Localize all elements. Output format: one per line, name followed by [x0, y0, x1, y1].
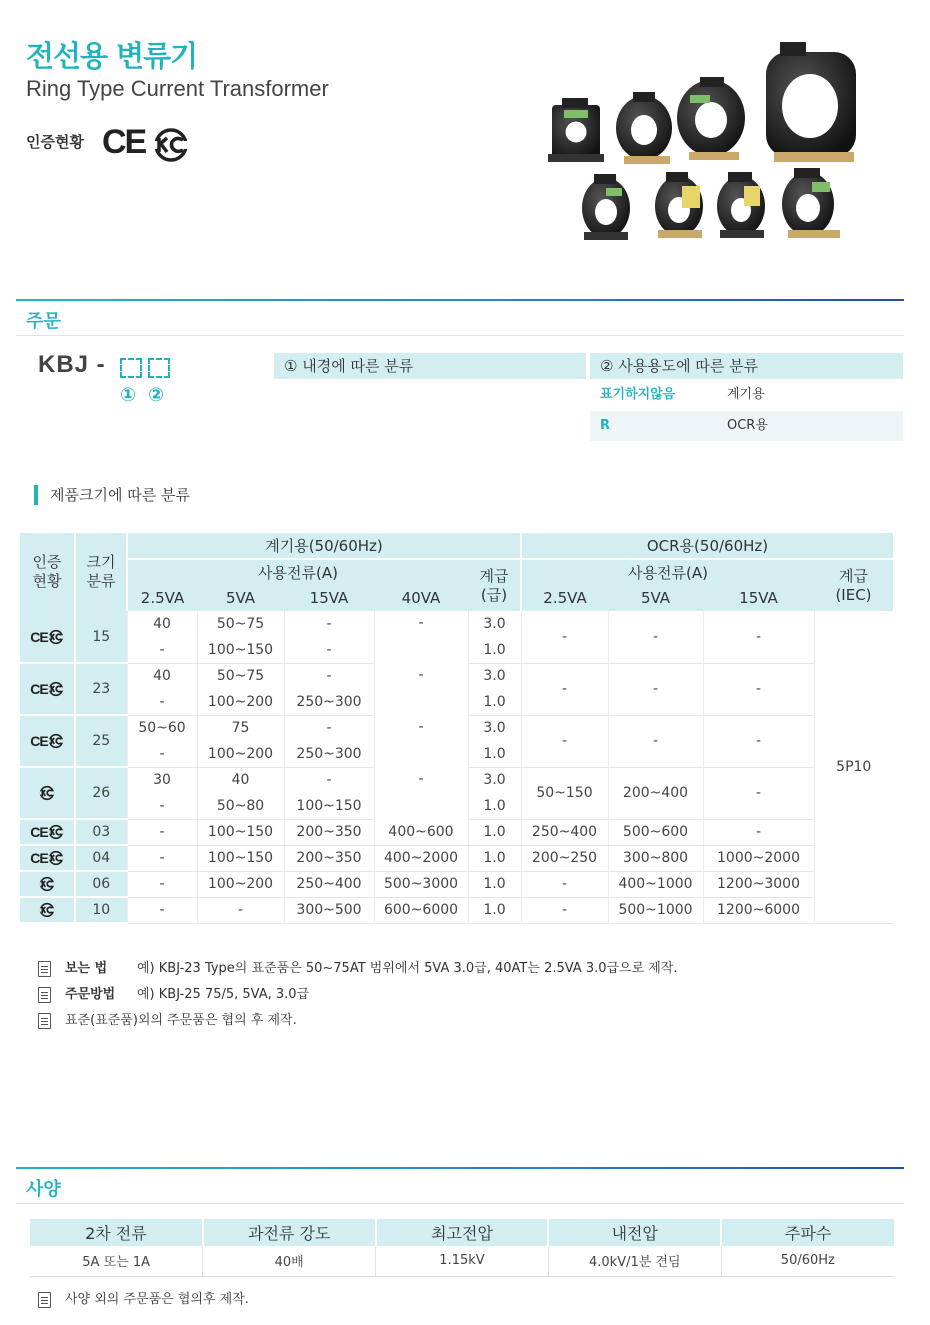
cert-cell [20, 897, 75, 923]
ocr-current-cell: 1000~2000 [703, 845, 814, 871]
current-cell: - [284, 715, 374, 741]
ocr-current-cell: - [608, 611, 703, 663]
grade-cell: 1.0 [468, 637, 521, 663]
current-cell: 100~150 [197, 845, 284, 871]
current-cell: - [374, 767, 468, 819]
size-cell: 23 [75, 663, 127, 715]
ct-medium-1 [616, 92, 672, 164]
current-cell: - [127, 819, 197, 845]
ce-mark-icon: CE [30, 824, 48, 840]
section-divider [16, 299, 904, 301]
col-grade-iec: 계급 (IEC) [814, 559, 893, 611]
current-cell: - [127, 741, 197, 767]
note-item [38, 1012, 297, 1030]
grade-cell: 3.0 [468, 611, 521, 637]
ocr-current-cell: 400~1000 [608, 871, 703, 897]
cert-cell [20, 663, 75, 715]
kc-mark-icon [39, 876, 55, 892]
current-cell: 250~300 [284, 689, 374, 715]
spec-header: 2차 전류 [30, 1219, 203, 1246]
current-cell: 300~500 [284, 897, 374, 923]
current-cell: - [284, 767, 374, 793]
ocr-current-cell: 50~150 [521, 767, 608, 819]
current-cell: - [127, 845, 197, 871]
spec-header: 과전류 강도 [203, 1219, 376, 1246]
current-cell: 250~400 [284, 871, 374, 897]
option-row [590, 411, 903, 441]
col-va: 2.5VA [127, 585, 197, 611]
current-cell: 200~350 [284, 845, 374, 871]
document-icon [38, 1013, 51, 1029]
current-cell: 500~3000 [374, 871, 468, 897]
current-cell: 100~200 [197, 689, 284, 715]
table-row [20, 663, 893, 689]
ce-mark-icon: CE [102, 123, 146, 161]
ce-mark-icon: CE [30, 681, 48, 697]
size-table-heading: 제품크기에 따른 분류 [34, 485, 190, 505]
option-number-2: ② [148, 384, 165, 406]
document-icon [38, 961, 51, 977]
ocr-current-cell: - [703, 611, 814, 663]
cert-cell [20, 871, 75, 897]
model-code: KBJ - [38, 351, 106, 378]
ocr-current-cell: - [703, 663, 814, 715]
option-box-2 [148, 358, 170, 378]
col-cert: 인증 현황 [20, 533, 75, 611]
spec-value: 4.0kV/1분 견딤 [548, 1246, 721, 1276]
spec-header: 최고전압 [376, 1219, 549, 1246]
current-cell: 50~80 [197, 793, 284, 819]
option-row [590, 380, 903, 410]
option-desc: 계기용 [727, 387, 765, 402]
grade-cell: 1.0 [468, 819, 521, 845]
current-cell: 50~75 [197, 663, 284, 689]
current-cell: 100~200 [197, 741, 284, 767]
current-cell: 100~150 [197, 819, 284, 845]
current-cell: 100~150 [284, 793, 374, 819]
spec-value: 50/60Hz [721, 1246, 894, 1276]
spec-value: 40배 [203, 1246, 376, 1276]
order-section-title: 주문 [26, 311, 61, 332]
note-item [38, 960, 678, 978]
ocr-current-cell: - [703, 767, 814, 819]
ocr-current-cell: - [521, 897, 608, 923]
product-photo [544, 40, 864, 250]
cert-label: 인증현황 [26, 133, 84, 151]
note-text: 예) KBJ-25 75/5, 5VA, 3.0급 [137, 987, 310, 1002]
current-cell: 100~200 [197, 871, 284, 897]
page-title: 전선용 변류기 [26, 39, 198, 73]
size-cell: 10 [75, 897, 127, 923]
grade-cell: 1.0 [468, 741, 521, 767]
col-ocr-va: 5VA [608, 585, 703, 611]
cert-cell [20, 767, 75, 819]
ct-small-1 [548, 98, 604, 162]
ocr-current-cell: - [608, 663, 703, 715]
ct-small-4 [717, 172, 765, 238]
band-usage: ② 사용용도에 따른 분류 [590, 353, 903, 379]
spec-header: 주파수 [721, 1219, 894, 1246]
document-icon [38, 987, 51, 1003]
current-cell: - [284, 611, 374, 637]
table-row [20, 611, 893, 637]
current-cell: - [374, 663, 468, 715]
table-row [20, 897, 893, 923]
ce-mark-icon: CE [30, 628, 48, 645]
current-cell: 50~75 [197, 611, 284, 637]
col-ocr-current: 사용전류(A) [521, 559, 814, 585]
cert-cell [20, 845, 75, 871]
ocr-current-cell: 200~400 [608, 767, 703, 819]
spec-value: 1.15kV [376, 1246, 549, 1276]
col-va: 5VA [197, 585, 284, 611]
spec-header: 내전압 [548, 1219, 721, 1246]
current-cell: 100~150 [197, 637, 284, 663]
ocr-current-cell: 200~250 [521, 845, 608, 871]
table-row [20, 819, 893, 845]
note-text: 예) KBJ-23 Type의 표준품은 50~75AT 범위에서 5VA 3.0급, 40AT는 2.5VA 3.0급으로 제작. [137, 961, 678, 976]
page-subtitle: Ring Type Current Transformer [26, 76, 329, 101]
size-cell: 15 [75, 611, 127, 663]
ocr-current-cell: - [521, 715, 608, 767]
ct-small-5 [782, 168, 840, 238]
cert-cell [20, 819, 75, 845]
current-cell: 400~600 [374, 819, 468, 845]
note-item [38, 986, 309, 1004]
current-cell: 200~350 [284, 819, 374, 845]
current-cell: - [284, 637, 374, 663]
note-text: 표준(표준품)외의 주문품은 협의 후 제작. [65, 1013, 297, 1028]
ocr-current-cell: - [608, 715, 703, 767]
ocr-current-cell: - [521, 663, 608, 715]
current-cell: - [284, 663, 374, 689]
table-row [20, 871, 893, 897]
option-box-1 [120, 358, 142, 378]
col-ocr-va: 15VA [703, 585, 814, 611]
note-key: 보는 법 [65, 961, 108, 976]
col-meter: 계기용(50/60Hz) [127, 533, 521, 559]
size-cell: 04 [75, 845, 127, 871]
table-row [20, 845, 893, 871]
section-rule [16, 1203, 904, 1204]
spec-section-title: 사양 [26, 1179, 61, 1200]
ocr-current-cell: - [521, 871, 608, 897]
ocr-current-cell: 1200~6000 [703, 897, 814, 923]
kc-mark-icon [48, 850, 64, 866]
current-cell: - [374, 715, 468, 767]
current-cell: 600~6000 [374, 897, 468, 923]
current-cell: 30 [127, 767, 197, 793]
spec-value: 5A 또는 1A [30, 1246, 203, 1276]
grade-cell: 1.0 [468, 689, 521, 715]
ct-small-3 [655, 172, 703, 238]
grade-cell: 1.0 [468, 793, 521, 819]
size-cell: 06 [75, 871, 127, 897]
current-cell: 40 [127, 611, 197, 637]
grade-cell: 3.0 [468, 767, 521, 793]
note-key: 주문방법 [65, 987, 116, 1002]
option-code: R [600, 418, 611, 433]
grade-cell: 3.0 [468, 663, 521, 689]
current-cell: 40 [127, 663, 197, 689]
col-grade: 계급 (급) [468, 559, 521, 611]
ct-medium-2 [677, 77, 745, 160]
current-cell: - [197, 897, 284, 923]
current-cell: - [127, 897, 197, 923]
iec-grade-cell: 5P10 [814, 611, 893, 923]
cert-cell [20, 715, 75, 767]
kc-mark-icon [39, 785, 55, 801]
ocr-current-cell: 250~400 [521, 819, 608, 845]
spec-table [30, 1219, 894, 1277]
current-cell: 50~60 [127, 715, 197, 741]
option-code: 표기하지않음 [600, 387, 676, 402]
kc-mark-icon [39, 902, 55, 918]
col-size: 크기 분류 [75, 533, 127, 611]
ocr-current-cell: 500~600 [608, 819, 703, 845]
grade-cell: 1.0 [468, 845, 521, 871]
col-current: 사용전류(A) [127, 559, 468, 585]
current-cell: - [127, 637, 197, 663]
cert-cell [20, 611, 75, 663]
ocr-current-cell: - [521, 611, 608, 663]
col-ocr-va: 2.5VA [521, 585, 608, 611]
ocr-current-cell: 1200~3000 [703, 871, 814, 897]
current-cell: - [127, 793, 197, 819]
option-number-1: ① [120, 384, 137, 406]
current-cell: 40 [197, 767, 284, 793]
ct-small-2 [582, 174, 630, 240]
note-text: 사양 외의 주문품은 협의후 제작. [65, 1292, 249, 1307]
col-ocr: OCR용(50/60Hz) [521, 533, 893, 559]
size-cell: 03 [75, 819, 127, 845]
option-desc: OCR용 [727, 418, 768, 433]
current-cell: 75 [197, 715, 284, 741]
col-va: 15VA [284, 585, 374, 611]
current-cell: - [127, 871, 197, 897]
ocr-current-cell: - [703, 715, 814, 767]
col-va: 40VA [374, 585, 468, 611]
grade-cell: 3.0 [468, 715, 521, 741]
size-classification-table [20, 533, 893, 924]
ce-mark-icon: CE [30, 733, 48, 749]
band-inner-diameter: ① 내경에 따른 분류 [274, 353, 586, 379]
current-cell: - [374, 611, 468, 663]
size-cell: 25 [75, 715, 127, 767]
section-divider [16, 1167, 904, 1169]
ocr-current-cell: - [703, 819, 814, 845]
kc-mark-icon [152, 126, 190, 164]
kc-mark-icon [48, 824, 64, 840]
table-row [20, 767, 893, 793]
ce-mark-icon: CE [30, 850, 48, 866]
current-cell: - [127, 689, 197, 715]
current-cell: 400~2000 [374, 845, 468, 871]
kc-mark-icon [48, 681, 64, 697]
table-row [20, 715, 893, 741]
ocr-current-cell: 500~1000 [608, 897, 703, 923]
size-cell: 26 [75, 767, 127, 819]
ocr-current-cell: 300~800 [608, 845, 703, 871]
current-cell: 250~300 [284, 741, 374, 767]
ct-large [766, 42, 856, 162]
section-rule [16, 335, 904, 336]
grade-cell: 1.0 [468, 871, 521, 897]
grade-cell: 1.0 [468, 897, 521, 923]
kc-mark-icon [48, 733, 64, 749]
document-icon [38, 1292, 51, 1308]
kc-mark-icon [48, 629, 64, 645]
note-item [38, 1291, 249, 1309]
